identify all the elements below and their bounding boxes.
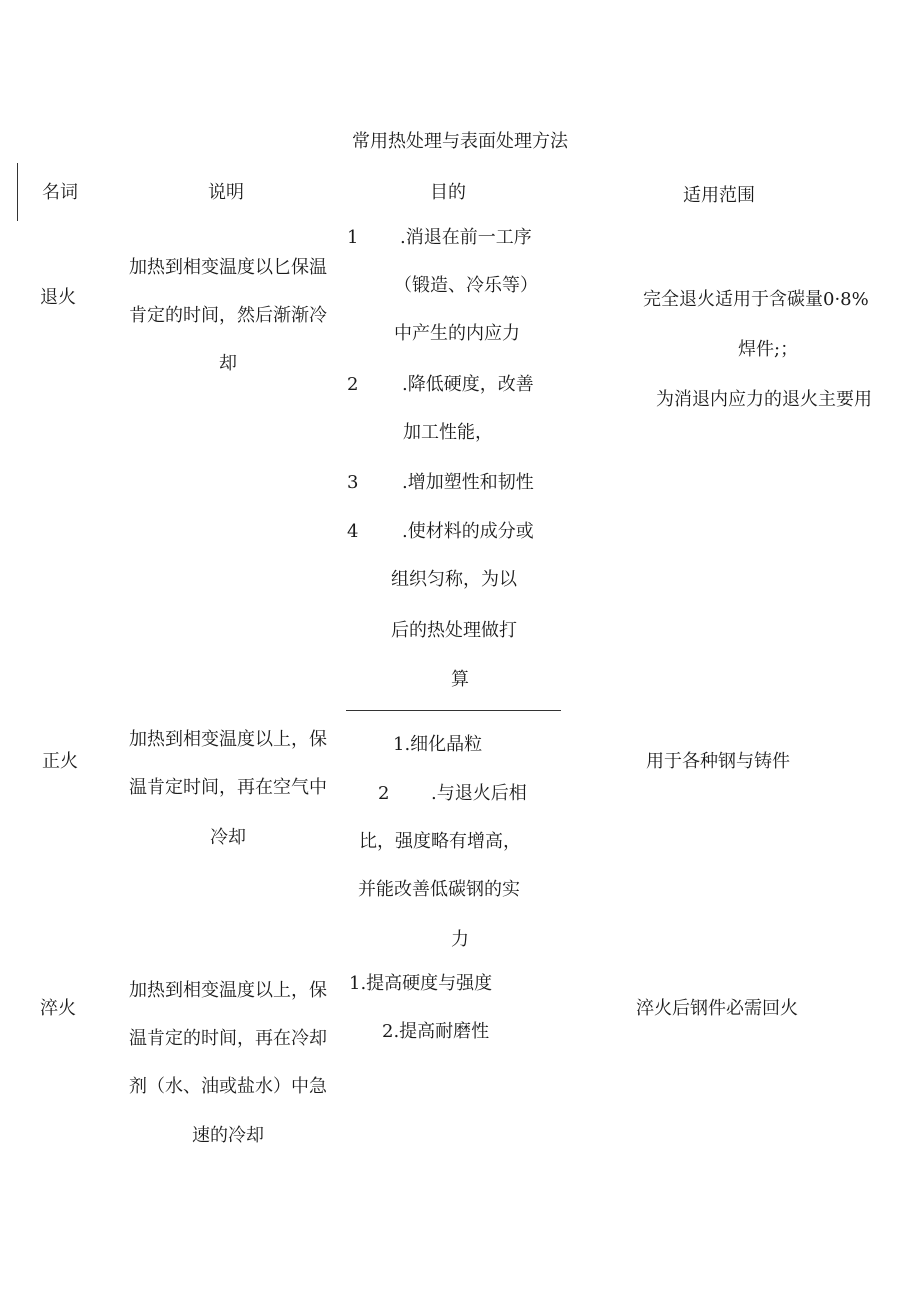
scope-line: 用于各种钢与铸件 — [646, 751, 790, 772]
purpose-line: 比，强度略有增高， — [359, 831, 521, 852]
scope-line: 淬火后钢件必需回火 — [636, 998, 798, 1019]
header-name: 名词 — [42, 182, 78, 203]
header-scope: 适用范围 — [683, 185, 755, 206]
purpose-line: 并能改善低碳钢的实 — [358, 879, 520, 900]
row-description-line: 加热到相变温度以上，保 — [129, 729, 327, 750]
purpose-line: 力 — [451, 929, 469, 950]
purpose-line: 组织匀称，为以 — [391, 569, 517, 590]
scope-line: 焊件;； — [738, 339, 799, 360]
purpose-number: 1 — [347, 227, 359, 248]
scope-line: 完全退火适用于含碳量0·8% — [643, 289, 869, 310]
header-purpose: 目的 — [430, 182, 466, 203]
purpose-number: 2 — [347, 374, 359, 395]
purpose-line: 后的热处理做打 — [391, 620, 517, 641]
page-title: 常用热处理与表面处理方法 — [352, 131, 568, 152]
purpose-line: .与退火后相 — [431, 783, 527, 804]
purpose-line: 中产生的内应力 — [394, 323, 520, 344]
purpose-number: 4 — [347, 521, 359, 542]
purpose-line: .消退在前一工序 — [400, 227, 532, 248]
row-separator-line — [346, 710, 561, 711]
left-border-line — [17, 163, 18, 221]
purpose-line: 1.细化晶粒 — [393, 734, 483, 755]
purpose-line: 加工性能， — [403, 422, 493, 443]
row-description-line: 却 — [219, 353, 237, 374]
purpose-number: 3 — [347, 472, 359, 493]
row-name: 正火 — [42, 751, 78, 772]
row-description-line: 温肯定时间，再在空气中 — [129, 777, 327, 798]
row-name: 淬火 — [40, 998, 76, 1019]
scope-line: 为消退内应力的退火主要用 — [656, 389, 872, 410]
purpose-line: .增加塑性和韧性 — [402, 472, 534, 493]
row-description-line: 加热到相变温度以上，保 — [129, 980, 327, 1001]
purpose-line: .使材料的成分或 — [402, 521, 534, 542]
header-description: 说明 — [208, 182, 244, 203]
purpose-line: .降低硬度，改善 — [402, 374, 534, 395]
row-description-line: 冷却 — [210, 827, 246, 848]
row-description-line: 速的冷却 — [192, 1125, 264, 1146]
purpose-line: 2.提高耐磨性 — [382, 1021, 490, 1042]
purpose-line: 1.提高硬度与强度 — [349, 973, 493, 994]
purpose-line: 算 — [451, 669, 469, 690]
row-name: 退火 — [40, 287, 76, 308]
row-description-line: 加热到相变温度以匕保温 — [129, 257, 327, 278]
row-description-line: 剂（水、油或盐水）中急 — [129, 1076, 327, 1097]
row-description-line: 温肯定的时间，再在冷却 — [129, 1028, 327, 1049]
purpose-number: 2 — [378, 783, 390, 804]
purpose-line: （锻造、冷乐等） — [394, 275, 538, 296]
row-description-line: 肯定的时间，然后渐渐冷 — [129, 305, 327, 326]
